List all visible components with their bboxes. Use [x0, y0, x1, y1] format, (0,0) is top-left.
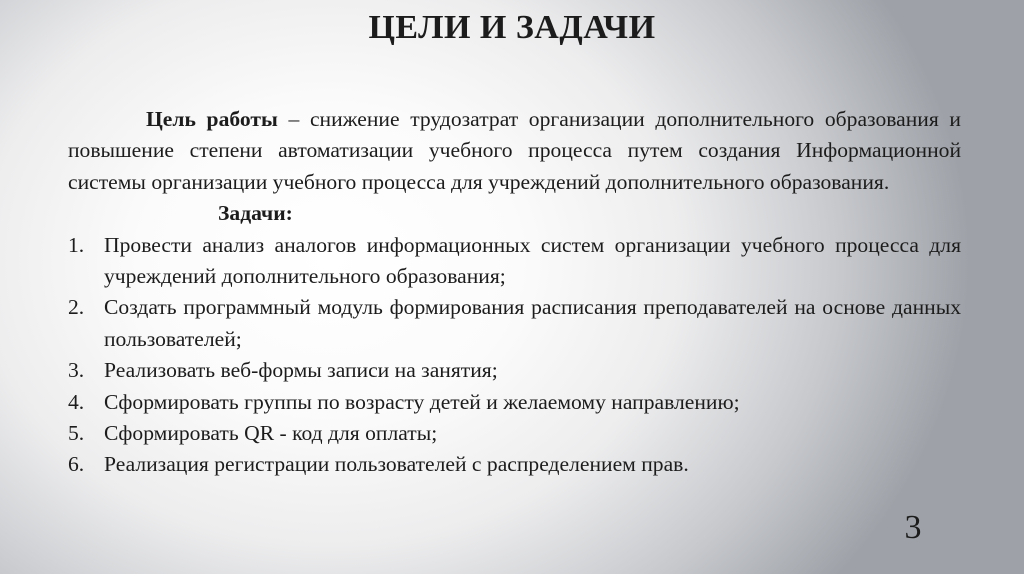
tasks-heading: Задачи:: [218, 201, 293, 226]
task-number: 3.: [68, 358, 85, 383]
goal-paragraph: [68, 104, 961, 198]
task-item: [60, 292, 961, 355]
goal-text: – снижение трудозатрат организации дополнительного образования и повышение степени автоматизации учебного процесса путем создания Информационной системы организации учебного процесса для учреждений дополнительного образования.: [68, 107, 961, 194]
task-number: 6.: [68, 452, 85, 477]
page-number: 3: [904, 509, 922, 546]
task-text: Создать программный модуль формирования расписания преподавателей на основе данных пользователей;: [104, 295, 961, 351]
slide-title: ЦЕЛИ И ЗАДАЧИ: [368, 9, 656, 46]
task-number: 4.: [68, 389, 85, 414]
task-item: [60, 418, 961, 449]
task-item: [60, 387, 961, 418]
goal-label: Цель работы: [146, 107, 278, 131]
task-text: Реализовать веб-формы записи на занятия;: [104, 358, 498, 383]
task-text: Сформировать QR - код для оплаты;: [104, 421, 438, 446]
slide-content: [68, 104, 961, 481]
task-text: Сформировать группы по возрасту детей и желаемому направлению;: [104, 389, 740, 414]
task-text: Реализация регистрации пользователей с распределением прав.: [104, 452, 689, 477]
task-item: [60, 230, 961, 293]
task-number: 5.: [68, 421, 85, 446]
task-number: 1.: [68, 232, 85, 257]
tasks-list: [60, 230, 961, 481]
task-item: [60, 355, 961, 386]
task-item: [60, 449, 961, 480]
task-number: 2.: [68, 295, 85, 320]
task-text: Провести анализ аналогов информационных систем организации учебного процесса для учреждений дополнительного образования;: [104, 232, 961, 289]
